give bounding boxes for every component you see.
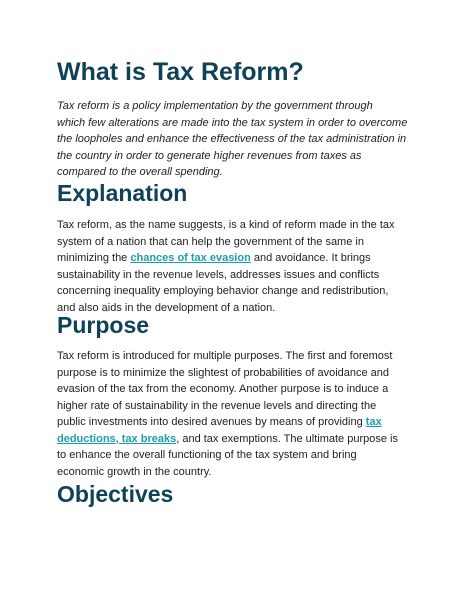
purpose-line: economic growth in the country. <box>57 465 212 478</box>
purpose-line: Tax reform is introduced for multiple purposes. The first and foremost <box>57 350 393 362</box>
page-title: What is Tax Reform? <box>57 58 304 86</box>
intro-line: which few alterations are made into the tax system in order to overcome <box>57 116 408 129</box>
purpose-paragraph <box>57 348 421 480</box>
intro-line: the loopholes and enhance the effectiveness of the tax administration in <box>57 133 407 145</box>
objectives-heading: Objectives <box>57 481 174 507</box>
intro-line: the country in order to generate higher revenues from taxes as <box>57 149 362 162</box>
explanation-heading: Explanation <box>57 180 188 206</box>
explanation-paragraph <box>57 217 421 316</box>
intro-paragraph <box>57 98 421 181</box>
explanation-line: and also aids in the development of a nation. <box>57 301 276 314</box>
purpose-heading: Purpose <box>57 312 150 338</box>
purpose-text: public investments into desired avenues by means of providing <box>57 416 366 428</box>
purpose-line: evasion of the tax from the economy. Another purpose is to induce a <box>57 383 389 395</box>
tax-breaks-link[interactable]: deductions, tax breaks <box>57 432 177 445</box>
explanation-line: concerning inequality employing behavior change and redistribution, <box>57 285 389 297</box>
explanation-line: sustainability in the revenue levels, addresses issues and conflicts <box>57 268 380 281</box>
purpose-line <box>57 431 421 448</box>
intro-line: Tax reform is a policy implementation by the government through <box>57 100 373 112</box>
purpose-line <box>57 414 421 431</box>
explanation-text: minimizing the <box>57 252 131 264</box>
explanation-line <box>57 250 421 267</box>
explanation-text: and avoidance. It brings <box>250 252 371 264</box>
purpose-line: purpose is to minimize the slightest of probabilities of avoidance and <box>57 366 390 379</box>
purpose-text: , and tax exemptions. The ultimate purpose is <box>176 432 398 445</box>
explanation-line: Tax reform, as the name suggests, is a kind of reform made in the tax <box>57 219 395 231</box>
tax-deductions-link[interactable]: tax <box>365 416 382 428</box>
purpose-line: higher rate of sustainability in the revenue levels and directing the <box>57 399 377 412</box>
purpose-line: to enhance the overall functioning of the tax system and bring <box>57 449 357 461</box>
explanation-line: system of a nation that can help the government of the same in <box>57 235 364 248</box>
tax-evasion-link[interactable]: chances of tax evasion <box>130 252 251 264</box>
intro-line: compared to the overall spending. <box>57 166 223 178</box>
